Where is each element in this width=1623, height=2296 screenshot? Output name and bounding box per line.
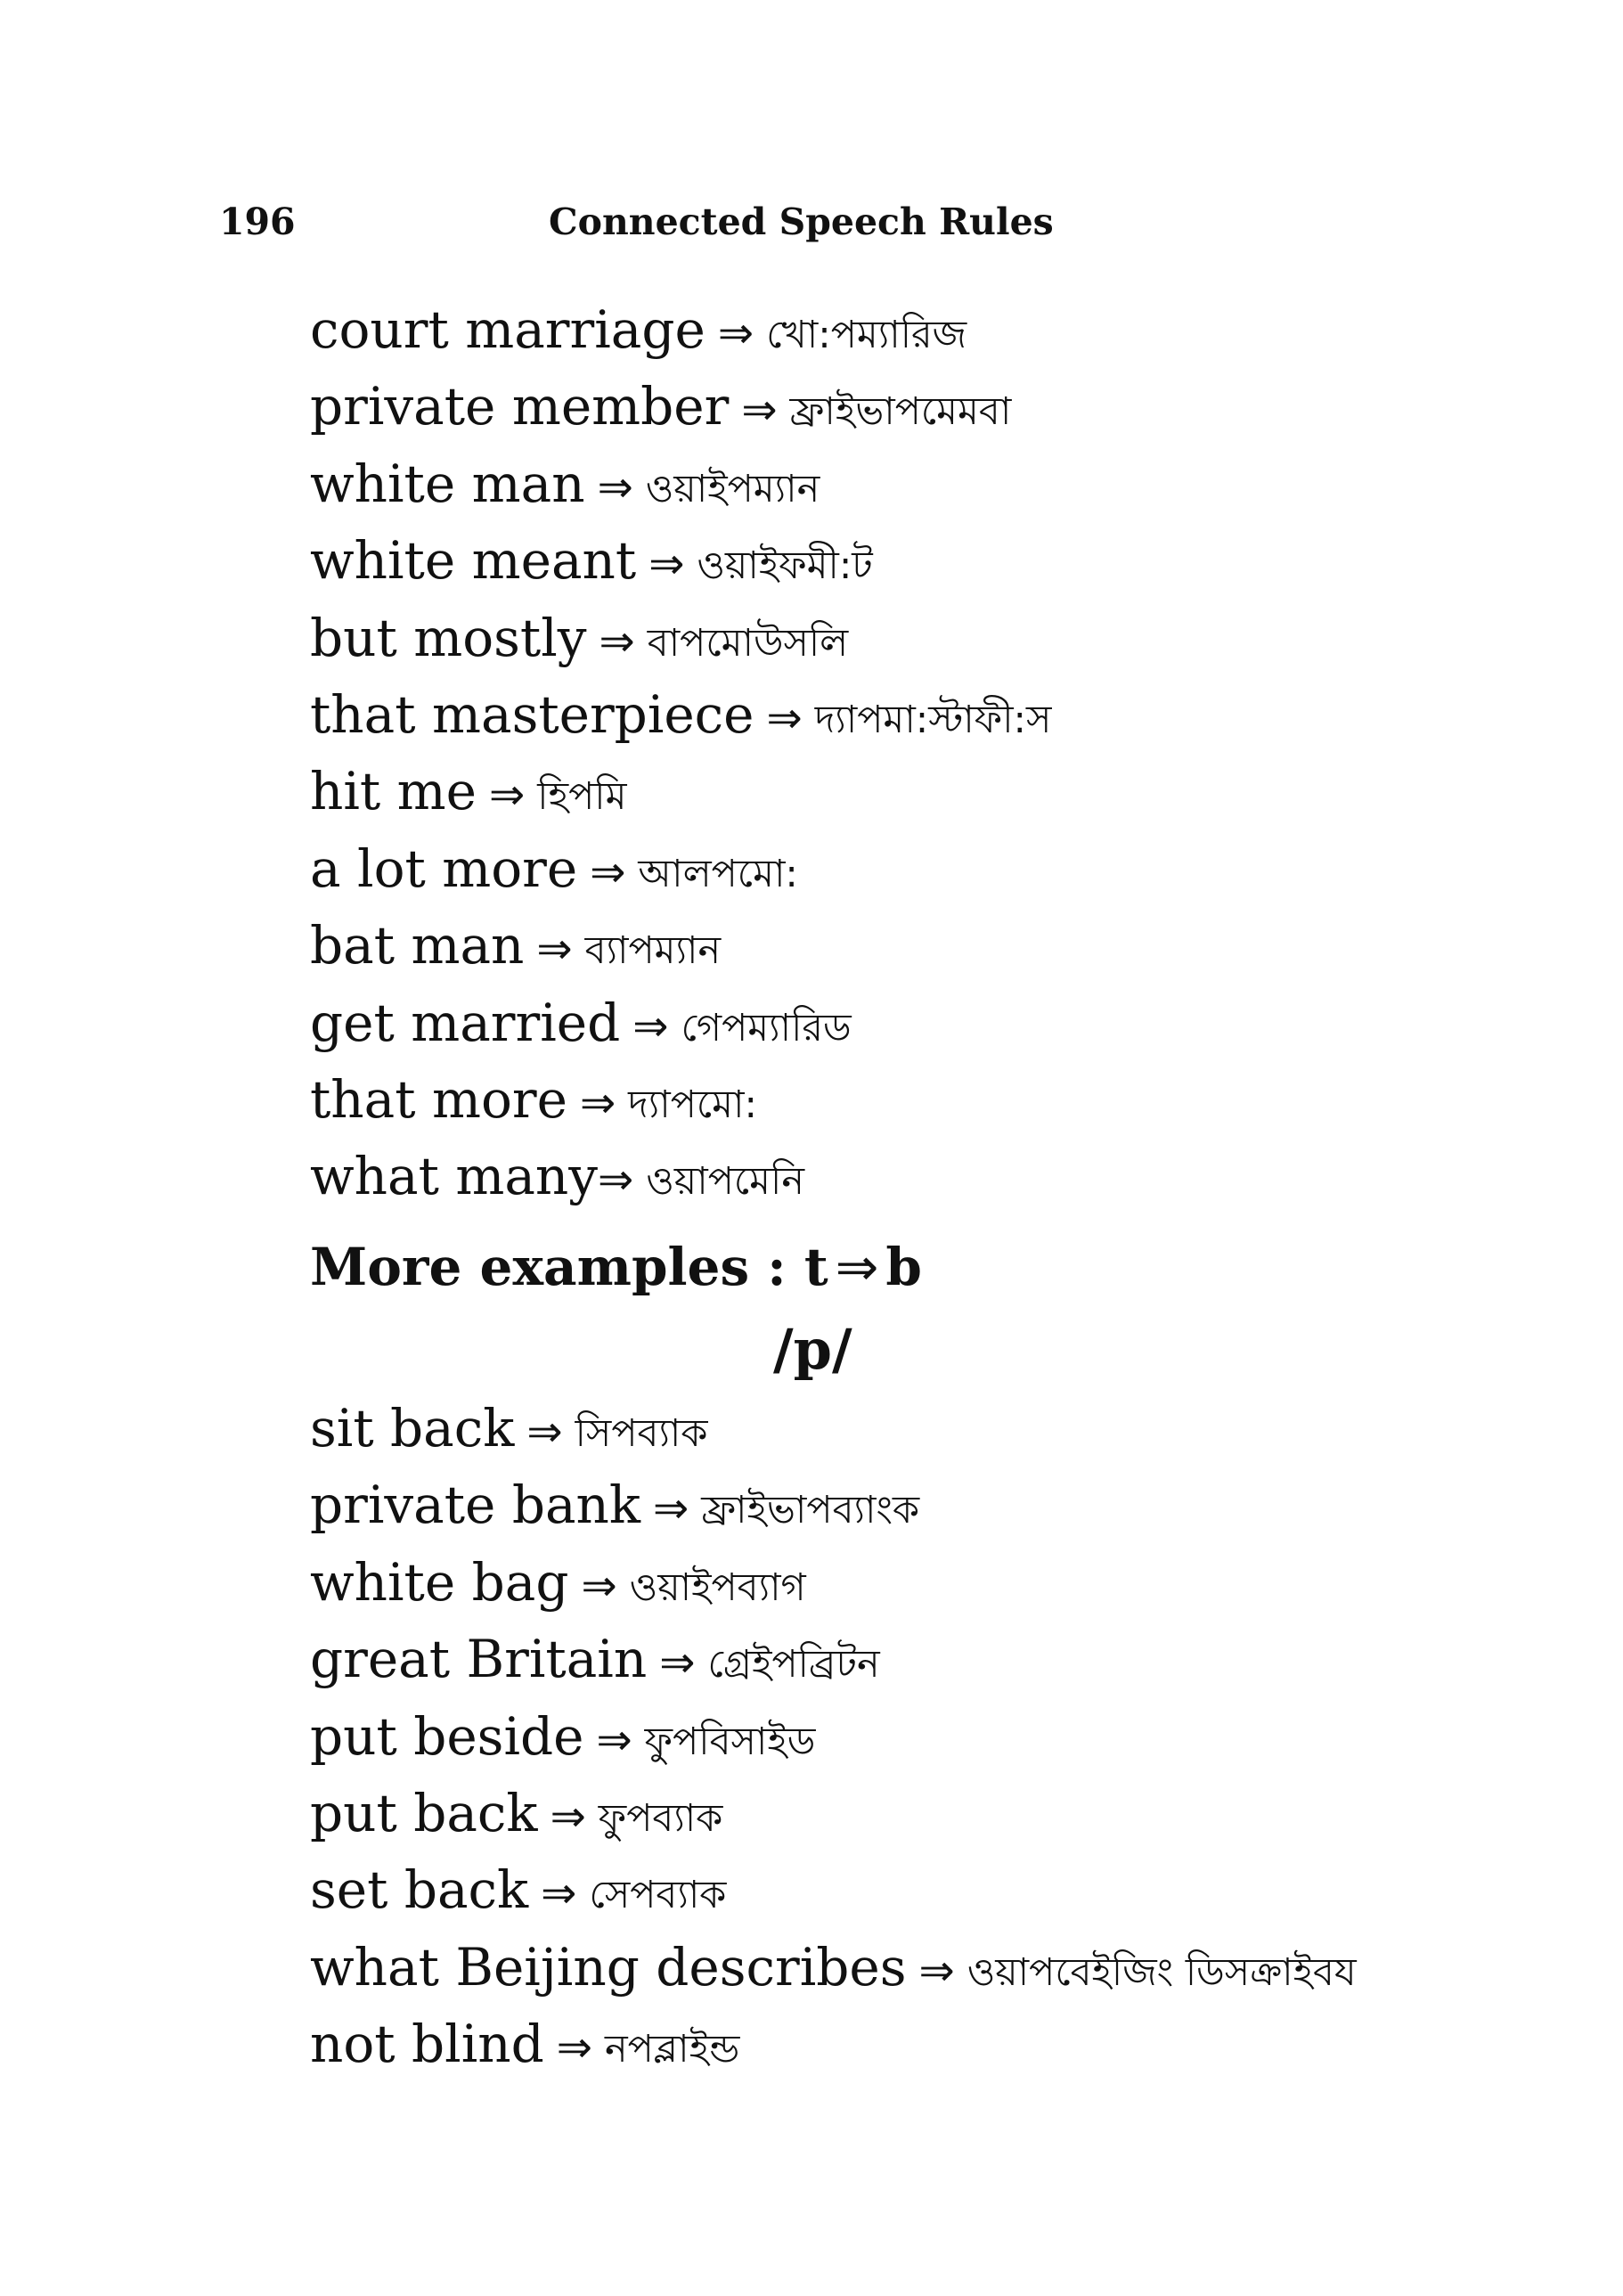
- double-arrow-icon: ⇒: [526, 1407, 563, 1457]
- list-item: [310, 1467, 1557, 1543]
- english-phrase: hit me: [310, 761, 477, 822]
- double-arrow-icon: ⇒: [599, 616, 635, 666]
- double-arrow-icon: ⇒: [556, 2022, 592, 2073]
- double-arrow-icon: ⇒: [581, 1560, 617, 1611]
- list-item: [310, 753, 1557, 829]
- bengali-pronunciation: ফ্রাইভাপব্যাংক: [701, 1488, 920, 1533]
- double-arrow-icon: ⇒: [590, 846, 626, 897]
- list-item: [310, 1775, 1557, 1851]
- list-item: [310, 1851, 1557, 1928]
- examples-list-b: [310, 1390, 1557, 2083]
- bengali-pronunciation: সেপব্যাক: [589, 1873, 727, 1918]
- english-phrase: private bank: [310, 1475, 641, 1536]
- english-phrase: private member: [310, 376, 730, 437]
- double-arrow-icon: ⇒: [536, 924, 573, 975]
- double-arrow-icon: ⇒: [597, 462, 633, 512]
- double-arrow-icon: ⇒: [741, 385, 778, 436]
- list-item: [310, 1138, 1557, 1214]
- english-phrase: but mostly: [310, 607, 587, 668]
- english-phrase: court marriage: [310, 299, 705, 360]
- english-phrase: set back: [310, 1859, 529, 1921]
- double-arrow-icon: ⇒: [488, 770, 526, 821]
- english-phrase: bat man: [310, 915, 525, 976]
- bengali-pronunciation: ফ্রাইভাপমেমবা: [789, 389, 1012, 435]
- list-item: [310, 1698, 1557, 1775]
- phoneme-label: /p/: [773, 1317, 852, 1382]
- english-phrase: great Britain: [310, 1629, 648, 1690]
- list-item: [310, 522, 1557, 599]
- double-arrow-icon: ⇒: [596, 1714, 632, 1765]
- double-arrow-icon: ⇒: [648, 539, 685, 590]
- list-item: [310, 1621, 1557, 1697]
- list-item: [310, 1390, 1557, 1467]
- bengali-pronunciation: বাপমোউসলি: [647, 620, 849, 666]
- section-heading: [310, 1237, 922, 1297]
- english-phrase: what many: [310, 1146, 599, 1207]
- bengali-pronunciation: গেপম্যারিড: [681, 1005, 852, 1050]
- bengali-pronunciation: ওয়াইপম্যান: [645, 466, 820, 511]
- running-title: Connected Speech Rules: [549, 200, 1054, 243]
- english-phrase: get married: [310, 992, 621, 1053]
- english-phrase: put beside: [310, 1705, 584, 1767]
- list-item: [310, 368, 1557, 445]
- bengali-pronunciation: ওয়াপমেনি: [646, 1159, 805, 1205]
- bengali-pronunciation: ফুপব্যাক: [598, 1795, 723, 1841]
- list-item: [310, 830, 1557, 907]
- english-phrase: not blind: [310, 2014, 544, 2075]
- english-phrase: that more: [310, 1068, 567, 1130]
- list-item: [310, 1929, 1557, 2006]
- english-phrase: white meant: [310, 530, 637, 592]
- double-arrow-icon: ⇒: [598, 1155, 634, 1205]
- bengali-pronunciation: নপব্লাইন্ড: [604, 2027, 740, 2072]
- page-number: 196: [219, 200, 296, 243]
- double-arrow-icon: ⇒: [579, 1077, 616, 1128]
- bengali-pronunciation: ওয়াপবেইজিং ডিসক্রাইবয: [966, 1949, 1357, 1995]
- examples-list-m: [310, 291, 1557, 1215]
- double-arrow-icon: ⇒: [632, 1001, 669, 1051]
- double-arrow-icon: ⇒: [766, 692, 803, 743]
- bengali-pronunciation: আলপমো:: [638, 851, 798, 896]
- double-arrow-icon: ⇒: [653, 1483, 689, 1534]
- english-phrase: white man: [310, 453, 585, 514]
- bengali-pronunciation: ব্যাপম্যান: [584, 928, 722, 974]
- english-phrase: what Beijing describes: [310, 1936, 907, 1998]
- double-arrow-icon: ⇒: [541, 1868, 577, 1919]
- bengali-pronunciation: ফুপবিসাইড: [644, 1719, 816, 1764]
- list-item: [310, 907, 1557, 984]
- english-phrase: that masterpiece: [310, 683, 754, 745]
- double-arrow-icon: ⇒: [918, 1945, 955, 1996]
- list-item: [310, 1061, 1557, 1138]
- list-item: [310, 985, 1557, 1061]
- english-phrase: white bag: [310, 1551, 569, 1613]
- double-arrow-icon: ⇒: [659, 1638, 696, 1688]
- bengali-pronunciation: ওয়াইপব্যাগ: [629, 1565, 806, 1610]
- heading-target-sound: b: [885, 1237, 922, 1297]
- english-phrase: a lot more: [310, 838, 578, 899]
- bengali-pronunciation: সিপব্যাক: [575, 1411, 708, 1456]
- list-item: [310, 1544, 1557, 1621]
- list-item: [310, 445, 1557, 522]
- double-arrow-icon: ⇒: [550, 1791, 586, 1842]
- bengali-pronunciation: খো:পম্যারিজ: [766, 313, 967, 357]
- english-phrase: sit back: [310, 1398, 515, 1458]
- double-arrow-icon: ⇒: [835, 1237, 879, 1297]
- list-item: [310, 600, 1557, 676]
- bengali-pronunciation: ওয়াইফমী:ট: [697, 543, 873, 589]
- list-item: [310, 2006, 1557, 2082]
- heading-text: More examples : t: [310, 1237, 828, 1297]
- english-phrase: put back: [310, 1782, 538, 1843]
- bengali-pronunciation: দ্যাপমা:স্টাফী:স: [814, 697, 1052, 742]
- list-item: [310, 291, 1557, 368]
- bengali-pronunciation: হিপমি: [537, 774, 627, 820]
- bengali-pronunciation: দ্যাপমো:: [628, 1082, 758, 1127]
- page-header: [219, 200, 1110, 254]
- double-arrow-icon: ⇒: [717, 308, 754, 358]
- list-item: [310, 676, 1557, 753]
- bengali-pronunciation: গ্রেইপব্রিটন: [707, 1642, 880, 1687]
